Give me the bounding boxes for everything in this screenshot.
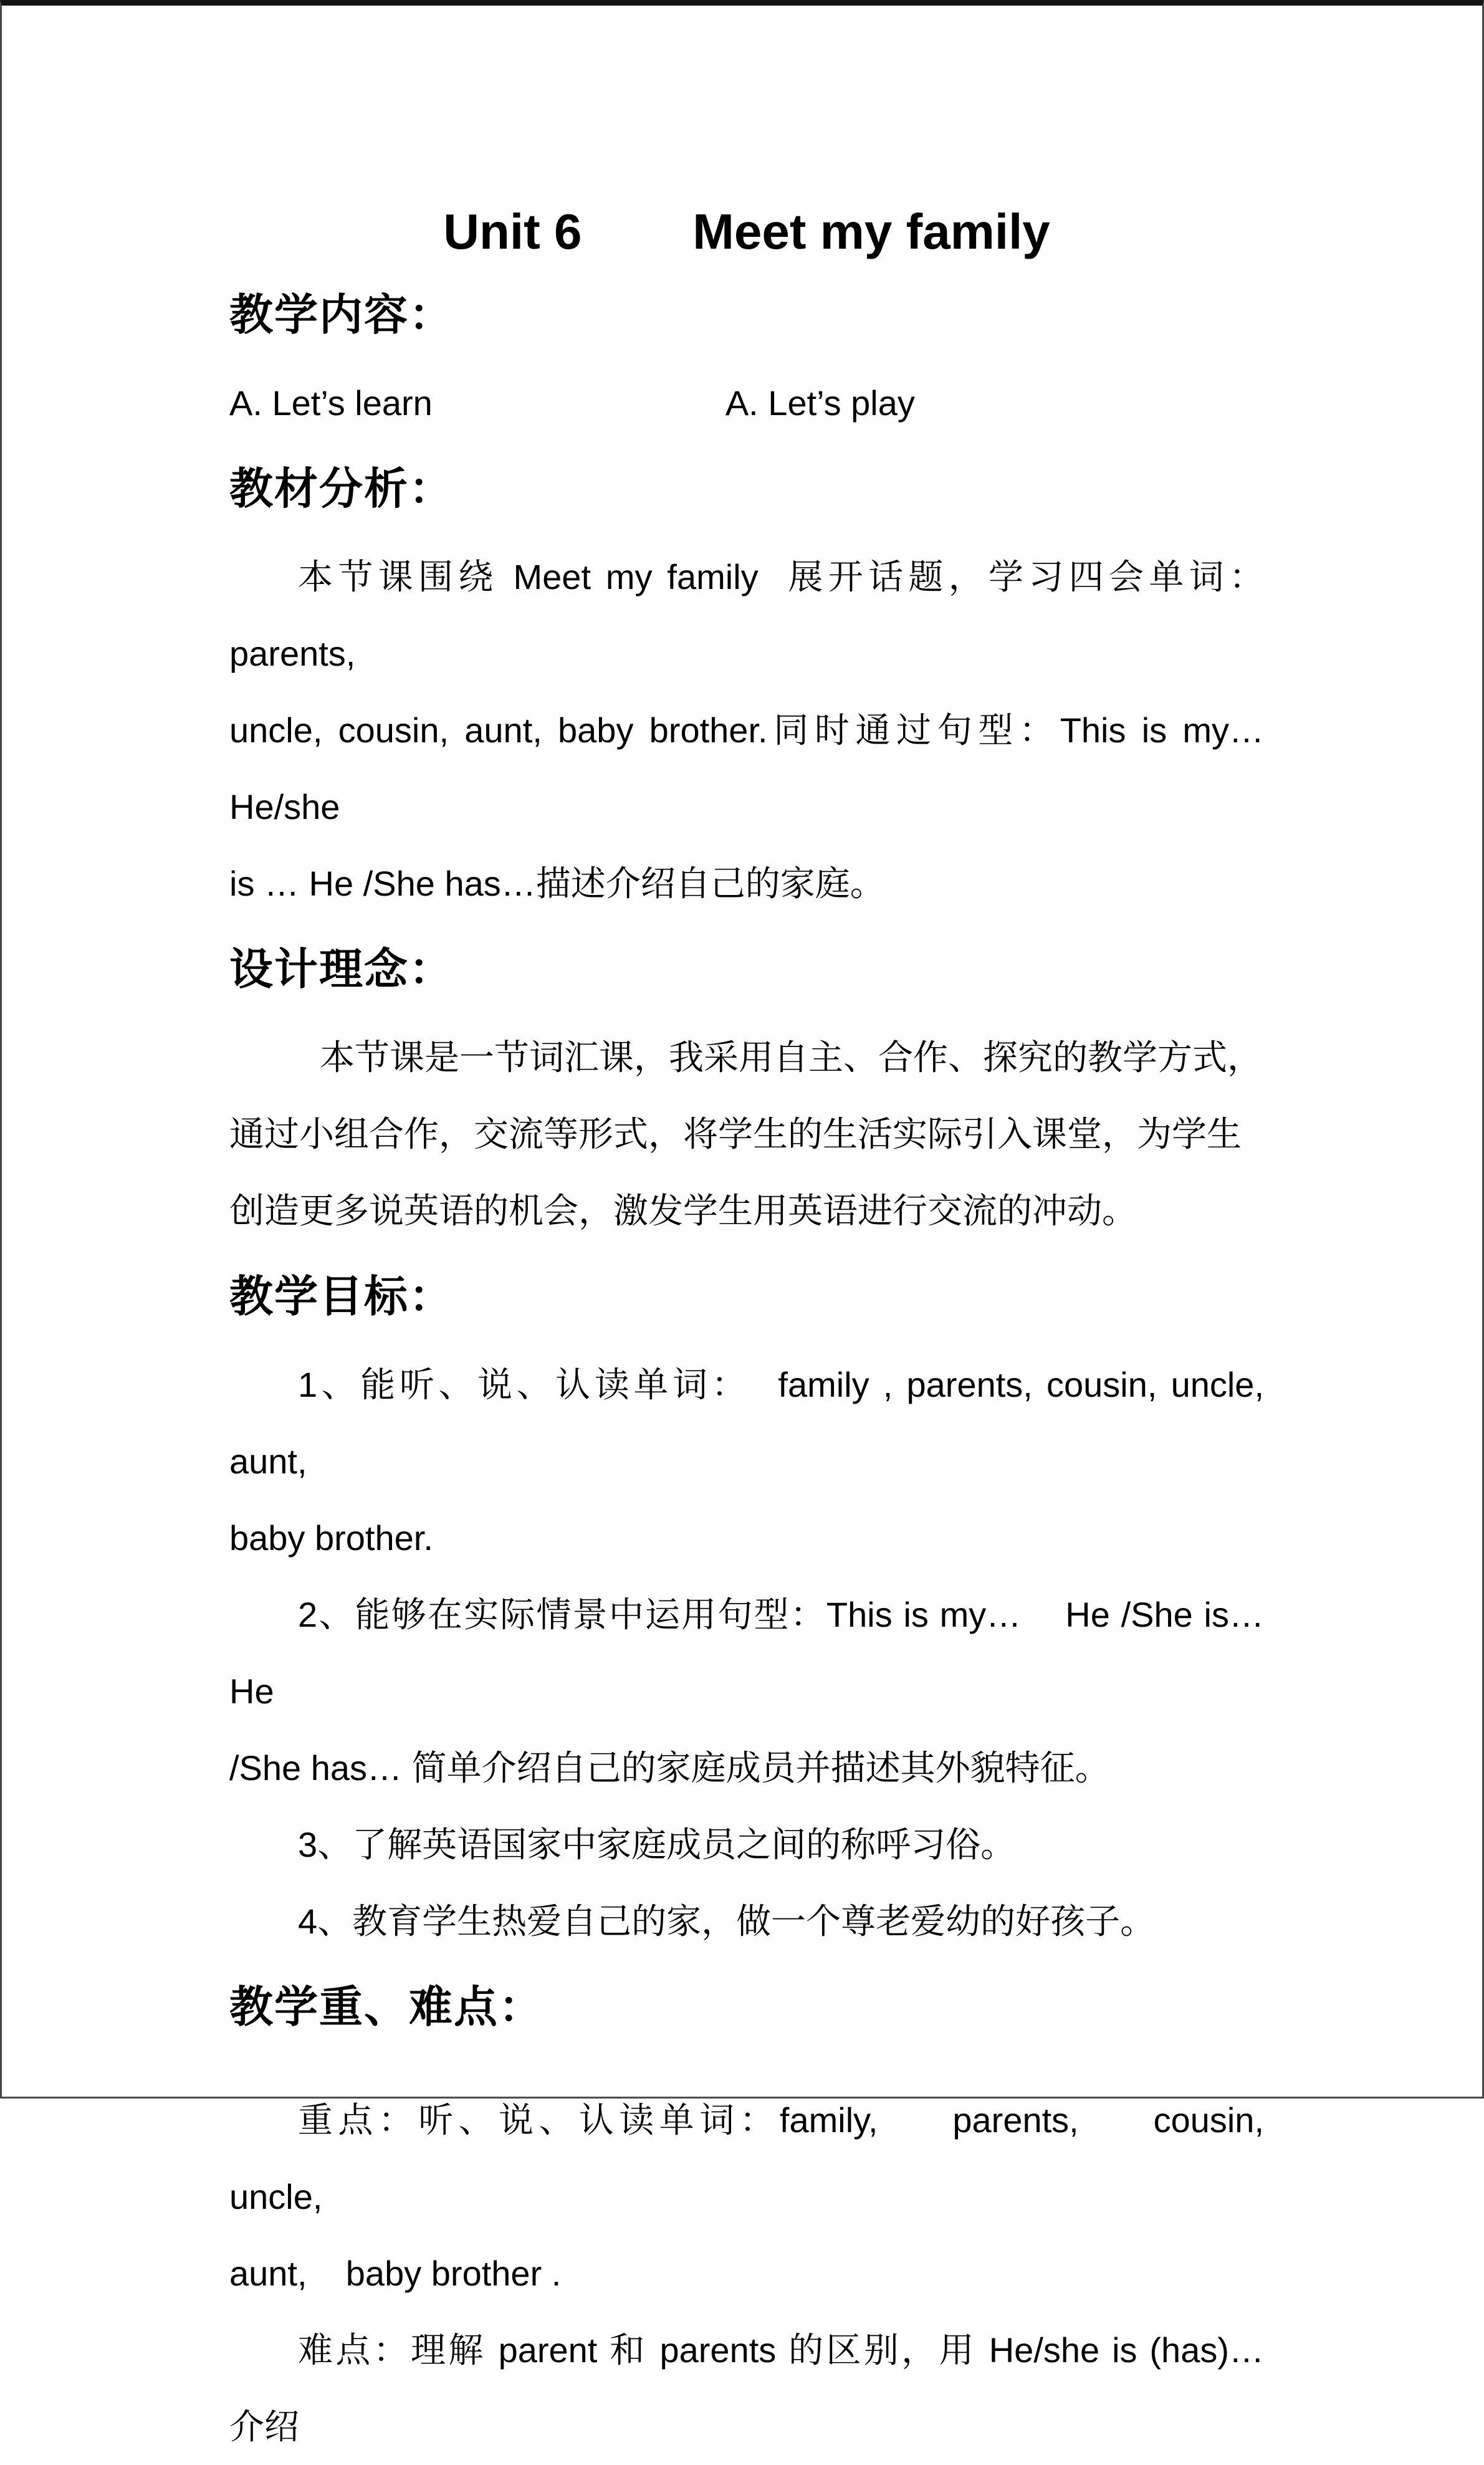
teaching-content-line	[229, 365, 1264, 441]
section-key-difficult-points	[229, 1982, 1313, 2465]
paragraph-line: is … He /She has…描述介绍自己的家庭。	[229, 864, 885, 903]
objective-item-3: 3、了解英语国家中家庭成员之间的称呼习俗。	[298, 1825, 1016, 1864]
lets-learn-label: A. Let’s learn	[229, 383, 433, 423]
paragraph-line: 创造更多说英语的机会，激发学生用英语进行交流的冲动。	[229, 1191, 1137, 1230]
section-heading-teaching-objectives: 教学目标：	[229, 1273, 454, 1321]
section-teaching-objectives	[229, 1271, 1303, 1960]
section-heading-key-difficult-points: 教学重、难点：	[229, 1984, 543, 2032]
key-points-line: 重点：听、说、认读单词：family, parents, cousin, uncle,	[229, 2100, 1313, 2216]
page-title: Unit 6 Meet my family	[443, 204, 1050, 259]
paragraph-line: uncle, cousin, aunt, baby brother.同时通过句型：This is my… He/she	[229, 711, 1303, 826]
objective-item-1-continued: baby brother.	[229, 1518, 433, 1558]
objective-item-1: 1、能听、说、认读单词： family , parents, cousin, uncle, aunt,	[229, 1365, 1274, 1481]
objective-item-2-continued: /She has… 简单介绍自己的家庭成员并描述其外貌特征。	[229, 1748, 1110, 1788]
paragraph-line: 通过小组合作，交流等形式，将学生的生活实际引入课堂，为学生	[229, 1114, 1242, 1154]
section-heading-textbook-analysis: 教材分析：	[229, 466, 454, 514]
objective-item-2: 2、能够在实际情景中运用句型：This is my… He /She is… He	[229, 1595, 1303, 1711]
objective-item-4: 4、教育学生热爱自己的家，做一个尊老爱幼的好孩子。	[298, 1902, 1156, 1941]
section-heading-teaching-content: 教学内容：	[229, 292, 454, 340]
key-points-line-continued: aunt, baby brother .	[229, 2254, 562, 2293]
difficult-points-line: 难点：理解 parent 和 parents 的区别，用 He/she is (has)… 介绍	[229, 2330, 1284, 2446]
paragraph-line: 本节课围绕 Meet my family 展开话题，学习四会单词：parents,	[229, 557, 1264, 673]
section-teaching-content	[229, 290, 1264, 441]
lets-play-label: A. Let’s play	[725, 383, 915, 423]
section-heading-design-concept: 设计理念：	[229, 946, 454, 994]
section-design-concept	[229, 944, 1264, 1249]
section-textbook-analysis	[229, 464, 1303, 922]
paragraph-line: 本节课是一节词汇课，我采用自主、合作、探究的教学方式，	[320, 1038, 1262, 1077]
